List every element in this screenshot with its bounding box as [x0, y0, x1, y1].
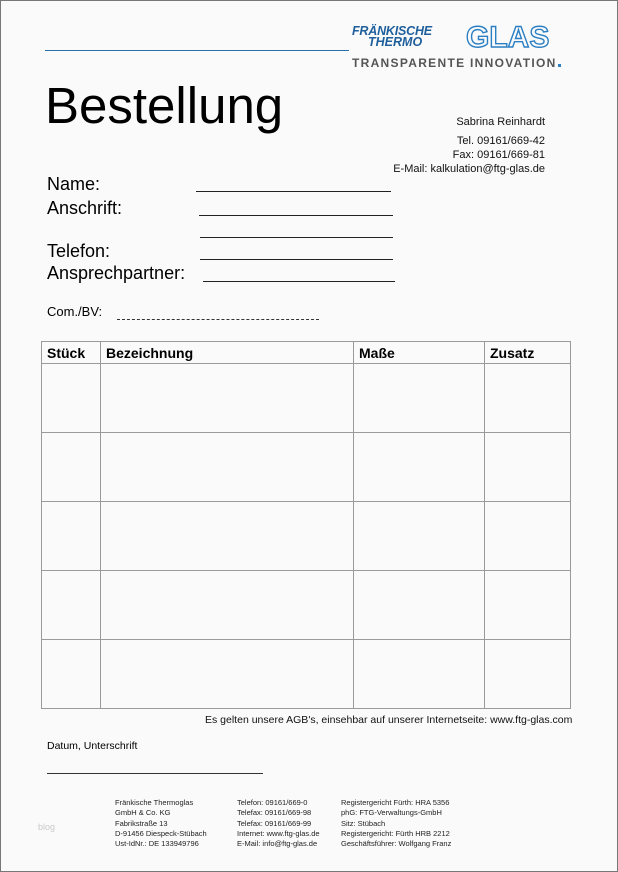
footer-text: Fränkische Thermoglas: [115, 798, 194, 807]
cell-quantity[interactable]: [42, 571, 101, 640]
phone-label: Telefon:: [47, 241, 111, 261]
contact-tel: Tel. 09161/669-42: [456, 135, 545, 147]
table-row: [42, 433, 571, 502]
address-field-2[interactable]: [200, 237, 393, 238]
phone-field[interactable]: [200, 259, 393, 260]
logo-word-glas: GLAS: [466, 21, 550, 54]
terms-notice: Es gelten unsere AGB's, einsehbar auf unserer Internetseite: www.ftg-glas.com: [205, 714, 573, 726]
logo-word-fraenkische: FRÄNKISCHE: [352, 24, 432, 38]
watermark: blog: [38, 822, 56, 832]
cell-description[interactable]: [101, 640, 354, 709]
footer-contact: [237, 798, 320, 849]
signature-label: Datum, Unterschrift: [47, 740, 138, 752]
cell-extra[interactable]: [485, 640, 571, 709]
footer-text: Ust-IdNr.: DE 133949796: [115, 839, 199, 849]
cell-extra[interactable]: [485, 502, 571, 571]
contact-person-field[interactable]: [203, 281, 395, 282]
cell-dimensions[interactable]: [354, 433, 485, 502]
name-label: Name:: [47, 174, 101, 194]
contact-person-label: Ansprechpartner:: [47, 263, 186, 283]
cell-extra[interactable]: [485, 364, 571, 433]
col-header-quantity: Stück: [42, 342, 101, 364]
footer-text: Registergericht Fürth: HRA 5356: [341, 798, 450, 807]
table-row: [42, 502, 571, 571]
footer-text: Registergericht: Fürth HRB 2212: [341, 828, 450, 838]
table-row: [42, 571, 571, 640]
footer-text: Fabrikstraße 13: [115, 818, 168, 828]
cell-description[interactable]: [101, 571, 354, 640]
address-field-1[interactable]: [199, 215, 393, 216]
footer-text: Internet: www.ftg-glas.de: [237, 828, 320, 838]
contact-person: Sabrina Reinhardt: [456, 116, 545, 128]
cell-dimensions[interactable]: [354, 502, 485, 571]
cell-description[interactable]: [101, 502, 354, 571]
company-logo: [352, 21, 557, 55]
address-label: Anschrift:: [47, 198, 123, 218]
contact-fax: Fax: 09161/669-81: [452, 149, 545, 161]
table-row: [42, 364, 571, 433]
page-title: Bestellung: [45, 77, 284, 134]
cell-description[interactable]: [101, 433, 354, 502]
com-bv-field[interactable]: [117, 319, 319, 320]
cell-quantity[interactable]: [42, 502, 101, 571]
cell-description[interactable]: [101, 364, 354, 433]
footer-text: Telefax: 09161/669-99: [237, 818, 312, 828]
cell-dimensions[interactable]: [354, 364, 485, 433]
logo-word-thermo: THERMO: [368, 35, 423, 49]
footer-text: Telefon: 09161/669-0: [237, 798, 308, 807]
footer-text: GmbH & Co. KG: [115, 808, 171, 818]
footer-text: Geschäftsführer: Wolfgang Franz: [341, 839, 452, 849]
cell-extra[interactable]: [485, 433, 571, 502]
table-header-row: [42, 342, 571, 364]
footer-text: phG: FTG-Verwaltungs-GmbH: [341, 808, 442, 818]
cell-quantity[interactable]: [42, 640, 101, 709]
header-rule: [45, 50, 349, 51]
contact-block: [393, 115, 545, 176]
footer-text: Sitz: Stübach: [341, 818, 386, 828]
cell-quantity[interactable]: [42, 364, 101, 433]
footer-registry: [341, 798, 451, 849]
col-header-extra: Zusatz: [485, 342, 571, 364]
table-row: [42, 640, 571, 709]
signature-field[interactable]: [47, 773, 263, 774]
footer-text: Telefax: 09161/669-98: [237, 808, 312, 818]
com-bv-label: Com./BV:: [47, 304, 103, 319]
cell-dimensions[interactable]: [354, 571, 485, 640]
order-table: [41, 341, 571, 709]
name-field[interactable]: [196, 191, 391, 192]
cell-dimensions[interactable]: [354, 640, 485, 709]
footer-text: E-Mail: info@ftg-glas.de: [237, 839, 318, 849]
footer-company: [115, 798, 207, 849]
contact-email: E-Mail: kalkulation@ftg-glas.de: [393, 163, 545, 175]
col-header-description: Bezeichnung: [101, 342, 354, 364]
col-header-dimensions: Maße: [354, 342, 485, 364]
logo-tagline-text: TRANSPARENTE INNOVATION: [352, 56, 557, 70]
cell-extra[interactable]: [485, 571, 571, 640]
cell-quantity[interactable]: [42, 433, 101, 502]
footer-text: D-91456 Diespeck-Stübach: [115, 828, 207, 838]
logo-dot-icon: [558, 64, 561, 67]
logo-tagline: [352, 56, 561, 70]
